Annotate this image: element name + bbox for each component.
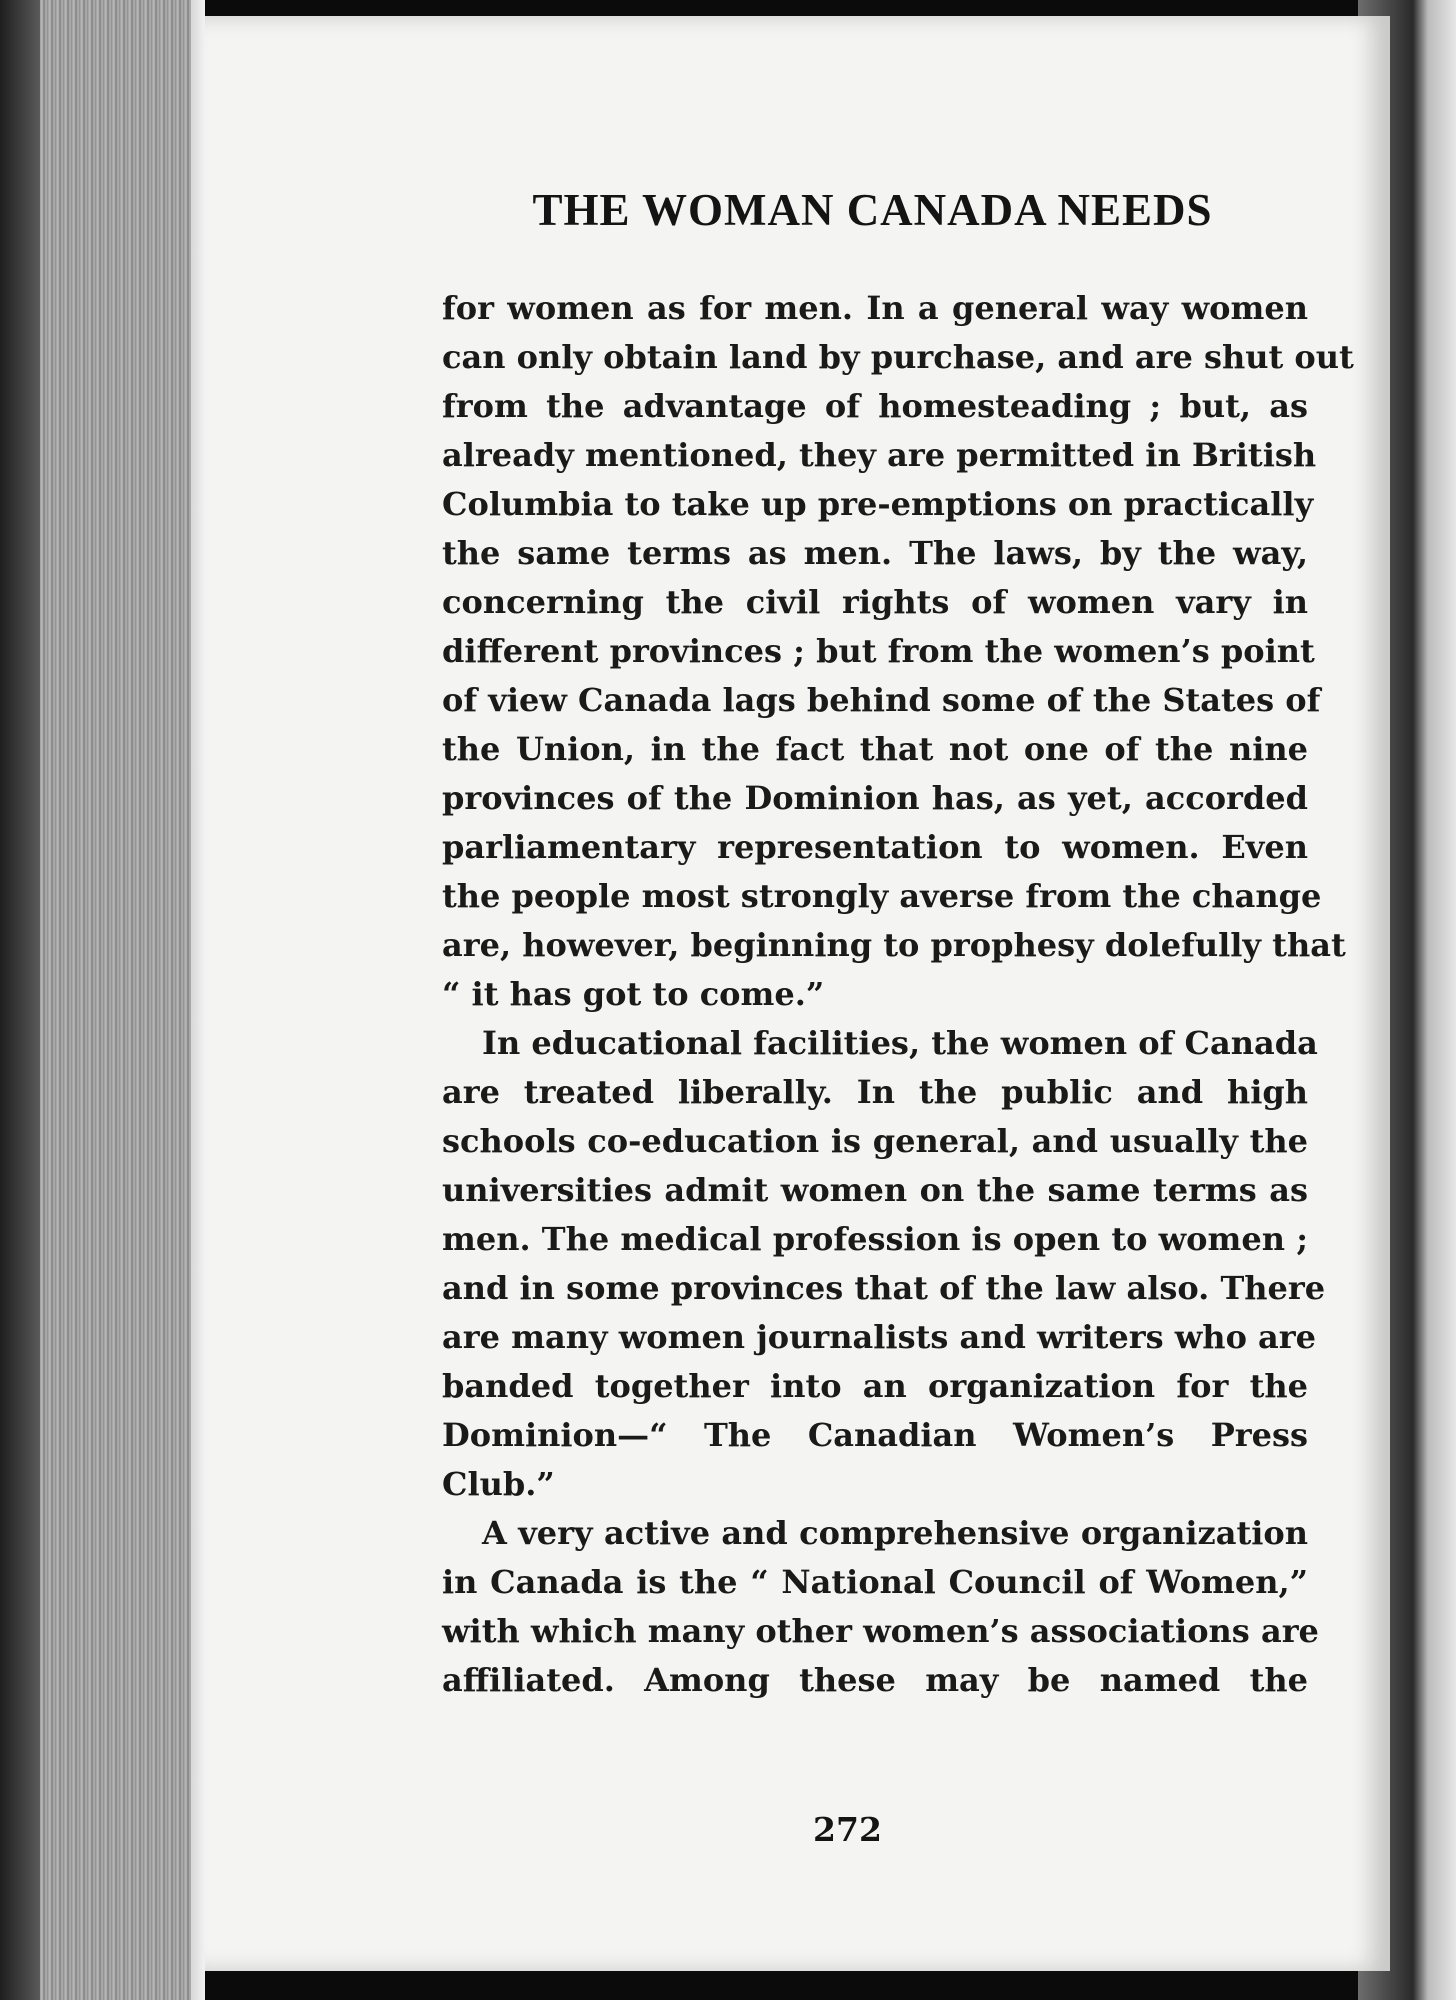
page-body [442,284,1354,1705]
text-line: and in some provinces that of the law also. There [442,1269,1326,1307]
text-line: in Canada is the “ National Council of Women,” [442,1563,1308,1601]
text-line: are many women journalists and writers who are [442,1318,1316,1356]
text-line: In educational facilities, the women of Canada [482,1024,1318,1062]
text-line: universities admit women on the same terms as [442,1171,1308,1209]
page-edges [0,0,205,2000]
text-line: schools co-education is general, and usually the [442,1122,1308,1160]
text-line: “ it has got to come.” [442,975,825,1013]
text-line: of view Canada lags behind some of the States of [442,681,1321,719]
text-line: affiliated. Among these may be named the [442,1661,1308,1699]
text-line: parliamentary representation to women. Even [442,828,1308,866]
text-line: the same terms as men. The laws, by the way, [442,534,1308,572]
text-line: A very active and comprehensive organization [482,1514,1308,1552]
text-line: the Union, in the fact that not one of the nine [442,730,1308,768]
text-line: for women as for men. In a general way women [442,289,1308,327]
text-line: Dominion—“ The Canadian Women’s Press [442,1416,1308,1454]
running-head: THE WOMAN CANADA NEEDS [532,185,1213,235]
text-line: Columbia to take up pre-emptions on practically [442,485,1314,523]
page-number: 272 [813,1810,882,1849]
text-line: from the advantage of homesteading ; but, as [442,387,1308,425]
text-line: Club.” [442,1465,555,1503]
text-line: concerning the civil rights of women vary in [442,583,1308,621]
text-line: with which many other women’s associations are [442,1612,1319,1650]
text-line: the people most strongly averse from the change [442,877,1322,915]
text-line: can only obtain land by purchase, and are shut out [442,338,1354,376]
text-line: men. The medical profession is open to women ; [442,1220,1308,1258]
book-page [205,16,1390,1971]
text-line: are treated liberally. In the public and high [442,1073,1308,1111]
text-line: are, however, beginning to prophesy dolefully that [442,926,1346,964]
text-line: banded together into an organization for the [442,1367,1308,1405]
text-line: different provinces ; but from the women’s point [442,632,1315,670]
text-line: provinces of the Dominion has, as yet, accorded [442,779,1308,817]
text-line: already mentioned, they are permitted in British [442,436,1317,474]
